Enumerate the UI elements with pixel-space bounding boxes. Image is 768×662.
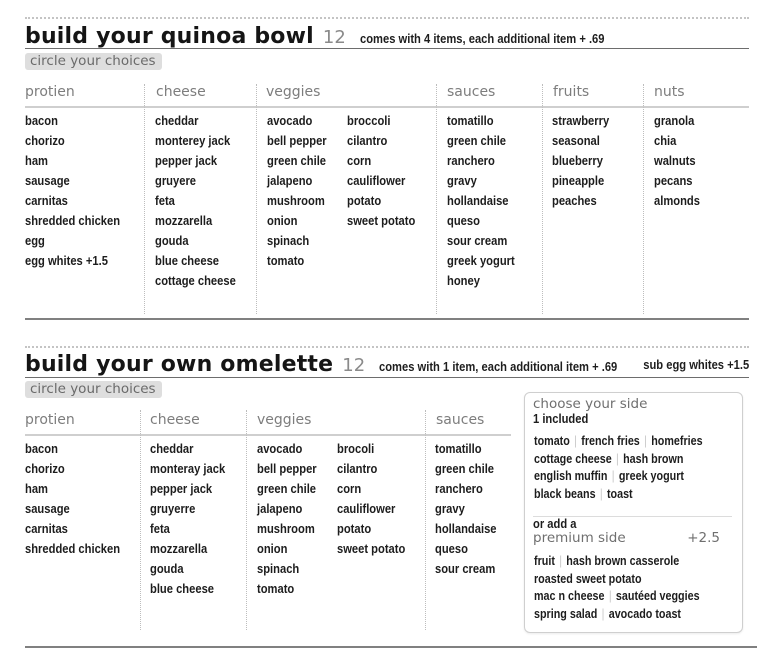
list-item: cilantro (337, 461, 378, 476)
side-options-line (534, 451, 703, 469)
list-item: monterey jack (155, 133, 231, 148)
list-item: gouda (150, 561, 184, 576)
side-option: english muffin (534, 469, 608, 483)
column-header-sauces: sauces (436, 412, 485, 428)
veggies-list-a (257, 439, 326, 599)
list-item: almonds (654, 193, 700, 208)
list-item: chia (654, 133, 677, 148)
veggies-list-b (337, 439, 416, 559)
section-note: comes with 1 item, each additional item + .69 (379, 359, 618, 374)
omelette-title-row (25, 352, 656, 377)
list-item: mushroom (267, 193, 325, 208)
list-item: feta (155, 193, 175, 208)
protien-list (25, 111, 136, 271)
list-item: mushroom (257, 521, 315, 536)
list-item: pecans (654, 173, 693, 188)
list-item: ham (25, 481, 48, 496)
list-item: bacon (25, 441, 58, 456)
list-item: hollandaise (435, 521, 497, 536)
circle-choices-badge: circle your choices (25, 381, 162, 398)
list-item: shredded chicken (25, 541, 121, 556)
list-item: tomatillo (435, 441, 482, 456)
side-option: cottage cheese (534, 451, 612, 466)
list-item: jalapeno (257, 501, 303, 516)
list-item: green chile (435, 461, 495, 476)
section-price: 12 (322, 27, 346, 48)
list-item: cottage cheese (155, 273, 236, 288)
list-item: granola (654, 113, 695, 128)
title-underline (25, 377, 749, 378)
list-item: chorizo (25, 461, 65, 476)
list-item: gouda (155, 233, 189, 248)
veggies-list-a (267, 111, 336, 271)
nuts-list (654, 111, 707, 211)
list-item: onion (267, 213, 298, 228)
list-item: gruyere (155, 173, 197, 188)
list-item: sour cream (447, 233, 508, 248)
separator: | (601, 606, 605, 621)
column-separator (144, 84, 145, 314)
list-item: honey (447, 273, 480, 288)
list-item: cheddar (150, 441, 194, 456)
side-options-line (534, 486, 703, 504)
premium-option: roasted sweet potato (534, 571, 642, 586)
column-separator (256, 84, 257, 314)
list-item: bell pepper (267, 133, 327, 148)
list-item: egg (25, 233, 45, 248)
list-item: bell pepper (257, 461, 317, 476)
premium-options-list (534, 553, 727, 623)
side-option: hash brown (623, 451, 684, 466)
list-item: sweet potato (337, 541, 406, 556)
list-item: avocado (257, 441, 303, 456)
side-option: french fries (581, 434, 640, 448)
list-item: bacon (25, 113, 58, 128)
list-item: queso (435, 541, 468, 556)
list-item: gravy (435, 501, 465, 516)
section-title: build your quinoa bowl (25, 24, 314, 49)
list-item: tomatillo (447, 113, 494, 128)
fruits-list (552, 111, 618, 211)
column-separator (542, 84, 543, 314)
list-item: carnitas (25, 193, 68, 208)
list-item: potato (337, 521, 372, 536)
list-item: blueberry (552, 153, 603, 168)
column-separator (643, 84, 644, 314)
dotted-divider (25, 346, 749, 348)
title-underline (25, 48, 749, 49)
list-item: gravy (447, 173, 477, 188)
list-item: shredded chicken (25, 213, 121, 228)
premium-option: fruit (534, 554, 555, 568)
header-underline (25, 106, 749, 108)
list-item: cheddar (155, 113, 199, 128)
column-header-veggies: veggies (266, 84, 321, 100)
side-option: greek yogurt (618, 469, 684, 483)
quinoa-title-row (25, 24, 644, 49)
list-item: cilantro (347, 133, 388, 148)
cheese-list (150, 439, 237, 599)
section-note: comes with 4 items, each additional item + .69 (359, 31, 605, 46)
separator: | (608, 589, 612, 603)
list-item: broccoli (347, 113, 391, 128)
side-option: tomato (534, 434, 570, 448)
list-item: pineapple (552, 173, 605, 188)
side-options-line (534, 468, 703, 486)
separator: | (574, 434, 577, 448)
list-item: spinach (267, 233, 310, 248)
list-item: blue cheese (155, 253, 220, 268)
column-header-sauces: sauces (447, 84, 496, 100)
list-item: greek yogurt (447, 253, 515, 268)
list-item: egg whites +1.5 (25, 253, 108, 268)
side-option: black beans (534, 486, 596, 501)
column-header-nuts: nuts (654, 84, 685, 100)
list-item: tomato (267, 253, 305, 268)
column-header-protien: protien (25, 412, 75, 428)
list-item: pepper jack (155, 153, 218, 168)
premium-options-line (534, 606, 700, 624)
list-item: green chile (257, 481, 317, 496)
column-separator (140, 410, 141, 630)
choose-side-box (524, 392, 743, 633)
list-item: jalapeno (267, 173, 313, 188)
list-item: cauliflower (337, 501, 396, 516)
list-item: sweet potato (347, 213, 416, 228)
list-item: walnuts (654, 153, 696, 168)
column-header-protien: protien (25, 84, 75, 100)
list-item: spinach (257, 561, 300, 576)
column-separator (425, 410, 426, 630)
list-item: monteray jack (150, 461, 226, 476)
list-item: corn (337, 481, 362, 496)
header-underline (25, 434, 511, 436)
column-separator (246, 410, 247, 630)
section-bottom-rule (25, 646, 757, 648)
section-title: build your own omelette (25, 352, 334, 377)
premium-intro: or add a (533, 516, 577, 531)
premium-options-line (534, 588, 700, 606)
list-item: pepper jack (150, 481, 213, 496)
list-item: potato (347, 193, 382, 208)
list-item: green chile (267, 153, 327, 168)
list-item: cauliflower (347, 173, 406, 188)
list-item: sausage (25, 173, 70, 188)
column-header-fruits: fruits (553, 84, 590, 100)
list-item: strawberry (552, 113, 610, 128)
list-item: ham (25, 153, 48, 168)
list-item: feta (150, 521, 170, 536)
list-item: chorizo (25, 133, 65, 148)
list-item: mozzarella (150, 541, 208, 556)
section-bottom-rule (25, 318, 749, 320)
premium-options-line (534, 571, 700, 589)
list-item: sausage (25, 501, 70, 516)
premium-side-title: premium side (533, 530, 626, 546)
list-item: peaches (552, 193, 597, 208)
sauces-list (435, 439, 507, 579)
separator: | (599, 486, 603, 501)
sauces-list (447, 111, 526, 291)
separator: | (644, 434, 647, 448)
separator: | (611, 469, 615, 483)
side-option: homefries (651, 434, 703, 448)
list-item: blue cheese (150, 581, 215, 596)
column-header-veggies: veggies (257, 412, 312, 428)
column-separator (436, 84, 437, 314)
premium-option: hash brown casserole (566, 554, 680, 568)
side-title: choose your side (533, 396, 648, 412)
list-item: seasonal (552, 133, 600, 148)
sub-egg-whites-note: sub egg whites +1.5 (643, 357, 749, 372)
list-item: sour cream (435, 561, 496, 576)
list-item: green chile (447, 133, 507, 148)
side-options-list (534, 433, 730, 503)
premium-side-price: +2.5 (687, 530, 720, 546)
list-item: carnitas (25, 521, 68, 536)
separator: | (615, 451, 619, 466)
premium-option: mac n cheese (534, 589, 605, 603)
list-item: hollandaise (447, 193, 509, 208)
side-option: toast (606, 486, 633, 501)
premium-option: avocado toast (608, 606, 682, 621)
list-item: corn (347, 153, 372, 168)
side-options-line (534, 433, 703, 451)
list-item: ranchero (435, 481, 483, 496)
list-item: avocado (267, 113, 313, 128)
list-item: onion (257, 541, 288, 556)
dotted-divider (25, 17, 749, 19)
column-header-cheese: cheese (150, 412, 200, 428)
premium-options-line (534, 553, 700, 571)
cheese-list (155, 111, 249, 291)
section-price: 12 (342, 355, 366, 376)
premium-option: sautéed veggies (615, 589, 700, 603)
list-item: gruyerre (150, 501, 196, 516)
premium-option: spring salad (534, 606, 598, 621)
side-included-note: 1 included (533, 411, 589, 426)
list-item: tomato (257, 581, 295, 596)
list-item: mozzarella (155, 213, 213, 228)
separator: | (559, 554, 563, 568)
list-item: brocoli (337, 441, 375, 456)
column-header-cheese: cheese (156, 84, 206, 100)
veggies-list-b (347, 111, 426, 231)
protien-list (25, 439, 136, 559)
circle-choices-badge: circle your choices (25, 53, 162, 70)
list-item: queso (447, 213, 480, 228)
list-item: ranchero (447, 153, 495, 168)
